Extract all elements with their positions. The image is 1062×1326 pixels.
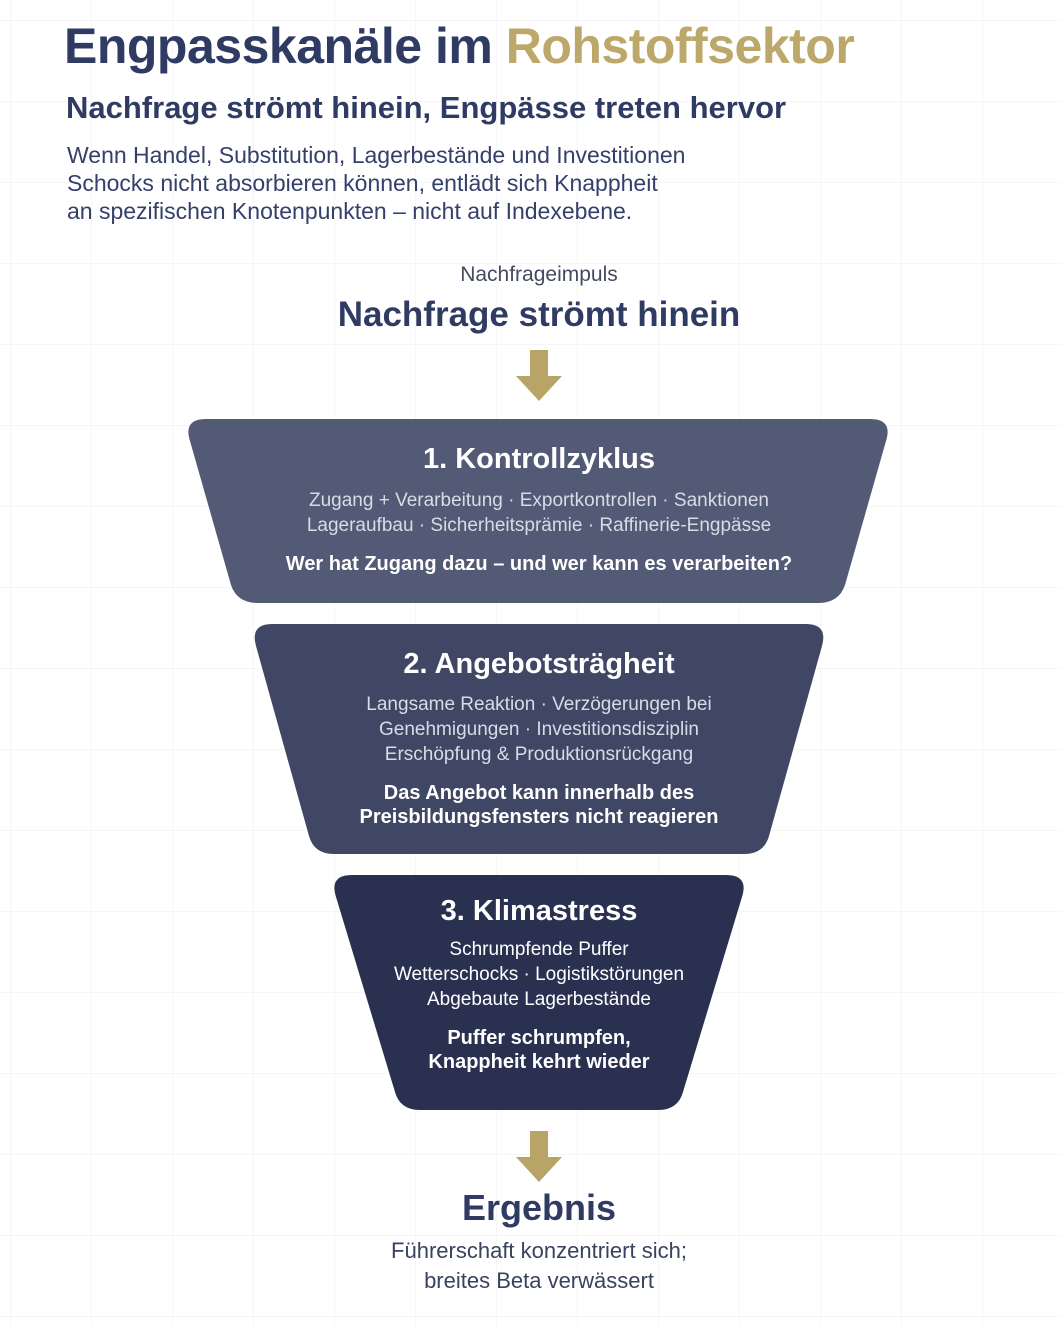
stage-question: [0, 1026, 1062, 1074]
demand-kicker: Nachfrageimpuls: [460, 263, 618, 286]
stage-detail-line: Lageraufbau · Sicherheitsprämie · Raffinerie-Engpässe: [306, 515, 772, 536]
funnel-stage-3: [0, 875, 1062, 1111]
result-line: breites Beta verwässert: [424, 1268, 654, 1293]
stage-detail-line: Genehmigungen · Investitionsdisziplin: [378, 719, 699, 740]
intro-line: an spezifischen Knotenpunkten – nicht auf Indexebene.: [67, 198, 633, 224]
stage-question: [0, 552, 1062, 576]
stage-question-line: Preisbildungsfensters nicht reagieren: [359, 806, 719, 828]
stage-title: 3. Klimastress: [440, 895, 638, 927]
arrow-down-icon: [514, 1131, 564, 1183]
title-accent: Rohstoffsektor: [505, 18, 855, 74]
stage-details: [0, 488, 1062, 538]
stage-title: 2. Angebotsträgheit: [403, 648, 675, 680]
title-main: Engpasskanäle im: [64, 18, 493, 74]
demand-title: Nachfrage strömt hinein: [337, 295, 741, 334]
stage-detail-line: Langsame Reaktion · Verzögerungen bei: [366, 694, 712, 715]
stage-question-line: Puffer schrumpfen,: [447, 1027, 631, 1049]
result-line: Führerschaft konzentriert sich;: [391, 1238, 687, 1263]
stage-detail-line: Wetterschocks · Logistikstörungen: [393, 964, 685, 985]
stage-details: [0, 692, 1062, 767]
funnel-stage-2: [0, 624, 1062, 855]
result-title: Ergebnis: [461, 1187, 617, 1228]
stage-title: 1. Kontrollzyklus: [422, 443, 656, 475]
intro-text: [67, 141, 827, 225]
stage-question-line: Das Angebot kann innerhalb des: [383, 782, 695, 804]
stage-detail-line: Schrumpfende Puffer: [449, 939, 629, 960]
arrow-down-shape: [516, 1131, 562, 1182]
intro-line: Wenn Handel, Substitution, Lagerbestände und Investitionen: [67, 142, 686, 168]
result-text: [0, 1236, 1062, 1296]
page-subtitle: Nachfrage strömt hinein, Engpässe treten hervor: [66, 90, 787, 125]
arrow-down-shape: [516, 350, 562, 401]
stage-question-line: Knappheit kehrt wieder: [428, 1051, 650, 1073]
arrow-down-icon: [514, 350, 564, 402]
stage-question-line: Wer hat Zugang dazu – und wer kann es verarbeiten?: [285, 553, 793, 575]
page-title: [64, 16, 854, 76]
funnel-stage-1: [0, 419, 1062, 604]
stage-question: [0, 781, 1062, 829]
stage-details: [0, 937, 1062, 1012]
stage-detail-line: Zugang + Verarbeitung · Exportkontrollen · Sanktionen: [309, 490, 769, 511]
intro-line: Schocks nicht absorbieren können, entlädt sich Knappheit: [67, 170, 658, 196]
stage-detail-line: Abgebaute Lagerbestände: [427, 989, 651, 1010]
stage-detail-line: Erschöpfung & Produktionsrückgang: [384, 744, 694, 765]
